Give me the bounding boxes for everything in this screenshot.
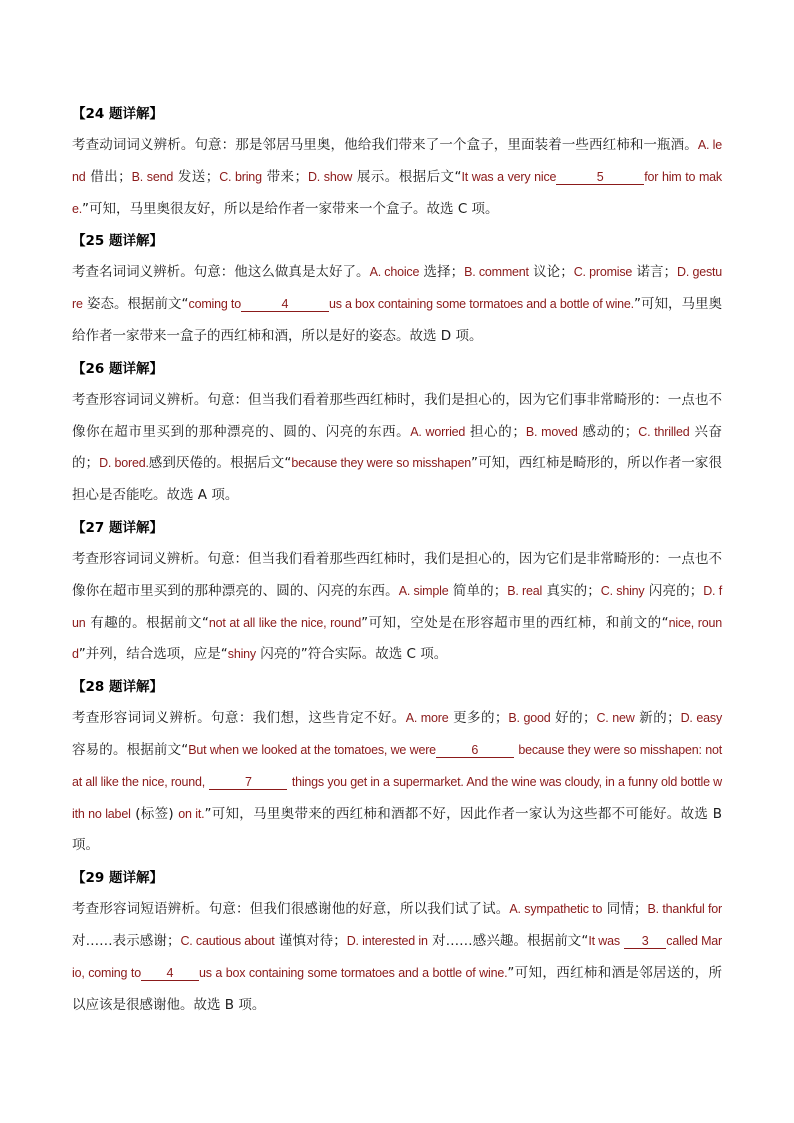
blank-5: 5 xyxy=(556,170,644,185)
section-heading-28: 【28 题详解】 xyxy=(72,679,163,696)
section-body-24: 考查动词词义辨析。句意：那是邻居马里奥，他给我们带来了一个盒子，里面装着一些西红柿和一瓶酒。A. lend 借出；B. send 发送；C. bring 带来；D. show 展示。根据后文“It was a very nice 5 for him to make.”可知，马里奥很友好，所以是给作者一家带来一个盒子。故选 C 项。 xyxy=(72,137,723,217)
blank-7: 7 xyxy=(209,775,287,790)
blank-4: 4 xyxy=(241,297,329,312)
section-heading-29: 【29 题详解】 xyxy=(72,870,163,887)
section-body-25: 考查名词词义辨析。句意：他这么做真是太好了。A. choice 选择；B. comment 议论；C. promise 诺言；D. gesture 姿态。根据前文“coming to 4 us a box containing some tormatoes and a bottle of wine.”可知，马里奥给作者一家带来一盒子的西红柿和酒，所以是好的姿态。故选 D 项。 xyxy=(72,264,723,344)
section-body-27: 考查形容词词义辨析。句意：但当我们看着那些西红柿时，我们是担心的，因为它们是非常畸形的：一点也不像你在超市里买到的那种漂亮的、圆的、闪亮的东西。A. simple 简单的；B. real 真实的；C. shiny 闪亮的；D. fun 有趣的。根据前文“not at all like the nice, round”可知，空处是在形容超市里的西红柿，和前文的“nice, round”并列，结合选项，应是“shiny 闪亮的”符合实际。故选 C 项。 xyxy=(72,550,722,663)
blank-6: 6 xyxy=(436,743,514,758)
section-heading-26: 【26 题详解】 xyxy=(72,360,163,377)
section-body-29: 考查形容词短语辨析。句意：但我们很感谢他的好意，所以我们试了试。A. sympathetic to 同情；B. thankful for 对……表示感谢；C. cautious about 谨慎对待；D. interested in 对……感兴趣。根据前文“It was 3 called Mario, coming to 4 us a box containing some tormatoes and a bottle of wine.”可知，西红柿和酒是邻居送的，所以应该是很感谢他。故选 B 项。 xyxy=(72,901,723,1013)
section-body-26: 考查形容词词义辨析。句意：但当我们看着那些西红柿时，我们是担心的，因为它们事非常畸形的：一点也不像你在超市里买到的那种漂亮的、圆的、闪亮的东西。A. worried 担心的；B. moved 感动的；C. thrilled 兴奋的；D. bored.感到厌倦的。根据后文“because they were so misshapen”可知，西红柿是畸形的，所以作者一家很担心是否能吃。故选 A 项。 xyxy=(72,391,722,504)
section-body-28: 考查形容词词义辨析。句意：我们想，这些肯定不好。A. more 更多的；B. good 好的；C. new 新的；D. easy 容易的。根据前文“But when we looked at the tomatoes, we were 6 because they were so misshapen: not at all like the nice, round, 7 things you get in a supermarket. And the wine was cloudy, in a funny old bottle with no label (标签) on it.”可知，马里奥带来的西红柿和酒都不好，因此作者一家认为这些都不可能好。故选 B 项。 xyxy=(72,710,723,854)
blank-3: 3 xyxy=(624,934,666,949)
blank-4b: 4 xyxy=(141,966,199,981)
section-heading-27: 【27 题详解】 xyxy=(72,519,163,536)
section-heading-24: 【24 题详解】 xyxy=(72,106,163,122)
section-heading-25: 【25 题详解】 xyxy=(72,233,163,250)
answer-explanations xyxy=(72,98,722,1021)
